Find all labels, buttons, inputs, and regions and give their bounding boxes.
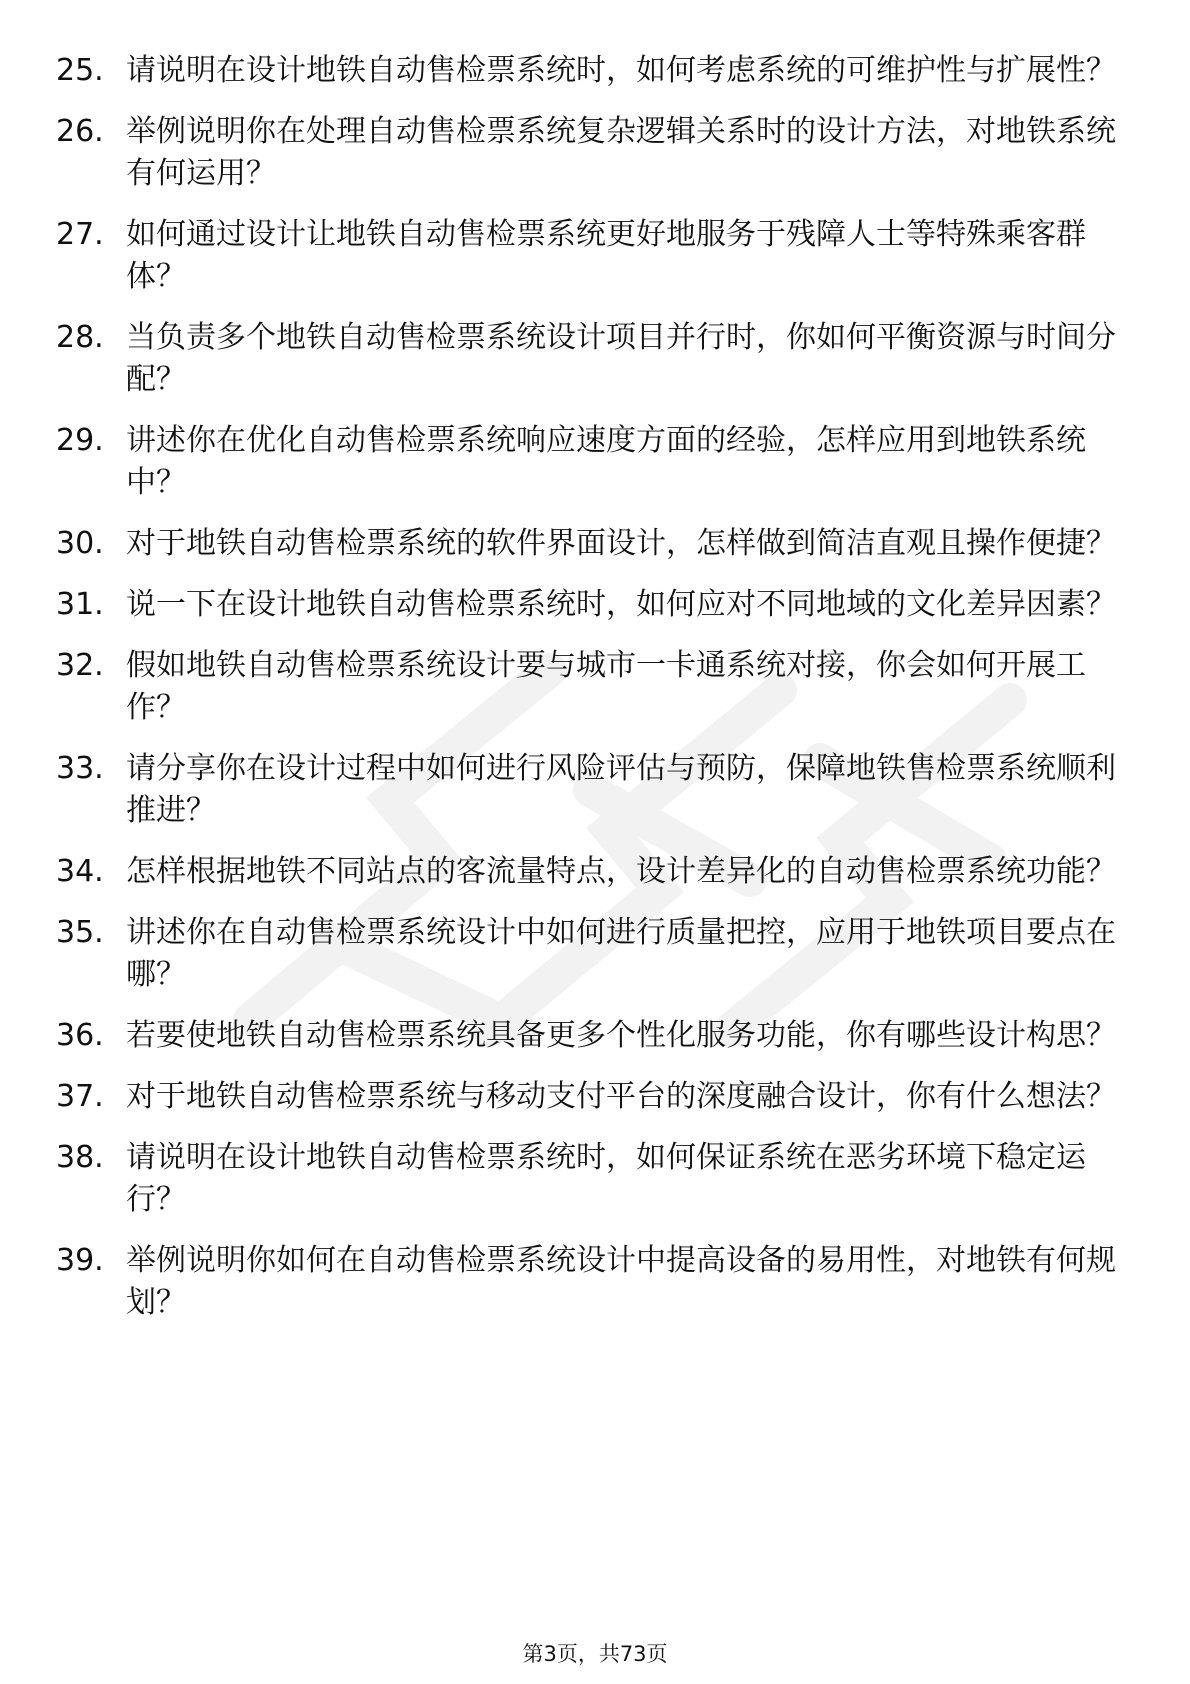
question-text: 请分享你在设计过程中如何进行风险评估与预防，保障地铁售检票系统顺利推进？ xyxy=(126,751,1116,828)
list-item xyxy=(56,1240,1116,1324)
list-item xyxy=(56,420,1116,504)
list-item xyxy=(56,523,1116,565)
list-item xyxy=(56,1137,1116,1221)
list-item xyxy=(56,645,1116,729)
question-text: 举例说明你如何在自动售检票系统设计中提高设备的易用性，对地铁有何规划？ xyxy=(126,1243,1116,1320)
question-text: 怎样根据地铁不同站点的客流量特点，设计差异化的自动售检票系统功能？ xyxy=(126,854,1116,889)
list-item xyxy=(56,748,1116,832)
question-text: 对于地铁自动售检票系统与移动支付平台的深度融合设计，你有什么想法？ xyxy=(126,1079,1116,1114)
question-list xyxy=(56,50,1116,1343)
question-text: 说一下在设计地铁自动售检票系统时，如何应对不同地域的文化差异因素？ xyxy=(126,587,1116,622)
question-text: 如何通过设计让地铁自动售检票系统更好地服务于残障人士等特殊乘客群体？ xyxy=(126,217,1086,294)
list-item xyxy=(56,50,1116,92)
list-item xyxy=(56,584,1116,626)
question-text: 对于地铁自动售检票系统的软件界面设计，怎样做到简洁直观且操作便捷？ xyxy=(126,526,1116,561)
page-footer xyxy=(0,1638,1190,1668)
list-item xyxy=(56,214,1116,298)
question-number: 29. xyxy=(56,423,104,458)
question-number: 39. xyxy=(56,1243,104,1278)
question-number: 30. xyxy=(56,526,104,561)
question-number: 32. xyxy=(56,648,104,683)
question-text: 请说明在设计地铁自动售检票系统时，如何保证系统在恶劣环境下稳定运行？ xyxy=(126,1140,1086,1217)
list-item xyxy=(56,912,1116,996)
list-item xyxy=(56,317,1116,401)
question-text: 请说明在设计地铁自动售检票系统时，如何考虑系统的可维护性与扩展性？ xyxy=(126,53,1116,88)
question-text: 讲述你在自动售检票系统设计中如何进行质量把控，应用于地铁项目要点在哪？ xyxy=(126,915,1116,992)
question-number: 33. xyxy=(56,751,104,786)
list-item xyxy=(56,1076,1116,1118)
list-item xyxy=(56,111,1116,195)
question-text: 举例说明你在处理自动售检票系统复杂逻辑关系时的设计方法，对地铁系统有何运用？ xyxy=(126,114,1116,191)
question-text: 若要使地铁自动售检票系统具备更多个性化服务功能，你有哪些设计构思？ xyxy=(126,1018,1116,1053)
question-number: 38. xyxy=(56,1140,104,1175)
question-number: 37. xyxy=(56,1079,104,1114)
list-item xyxy=(56,1015,1116,1057)
question-number: 36. xyxy=(56,1018,104,1053)
question-number: 34. xyxy=(56,854,104,889)
question-text: 假如地铁自动售检票系统设计要与城市一卡通系统对接，你会如何开展工作？ xyxy=(126,648,1086,725)
question-text: 当负责多个地铁自动售检票系统设计项目并行时，你如何平衡资源与时间分配？ xyxy=(126,320,1116,397)
page-number-label: 第3页，共73页 xyxy=(522,1642,668,1666)
question-number: 31. xyxy=(56,587,104,622)
question-number: 25. xyxy=(56,53,104,88)
question-text: 讲述你在优化自动售检票系统响应速度方面的经验，怎样应用到地铁系统中？ xyxy=(126,423,1086,500)
question-number: 35. xyxy=(56,915,104,950)
question-number: 28. xyxy=(56,320,104,355)
question-number: 27. xyxy=(56,217,104,252)
question-number: 26. xyxy=(56,114,104,149)
list-item xyxy=(56,851,1116,893)
